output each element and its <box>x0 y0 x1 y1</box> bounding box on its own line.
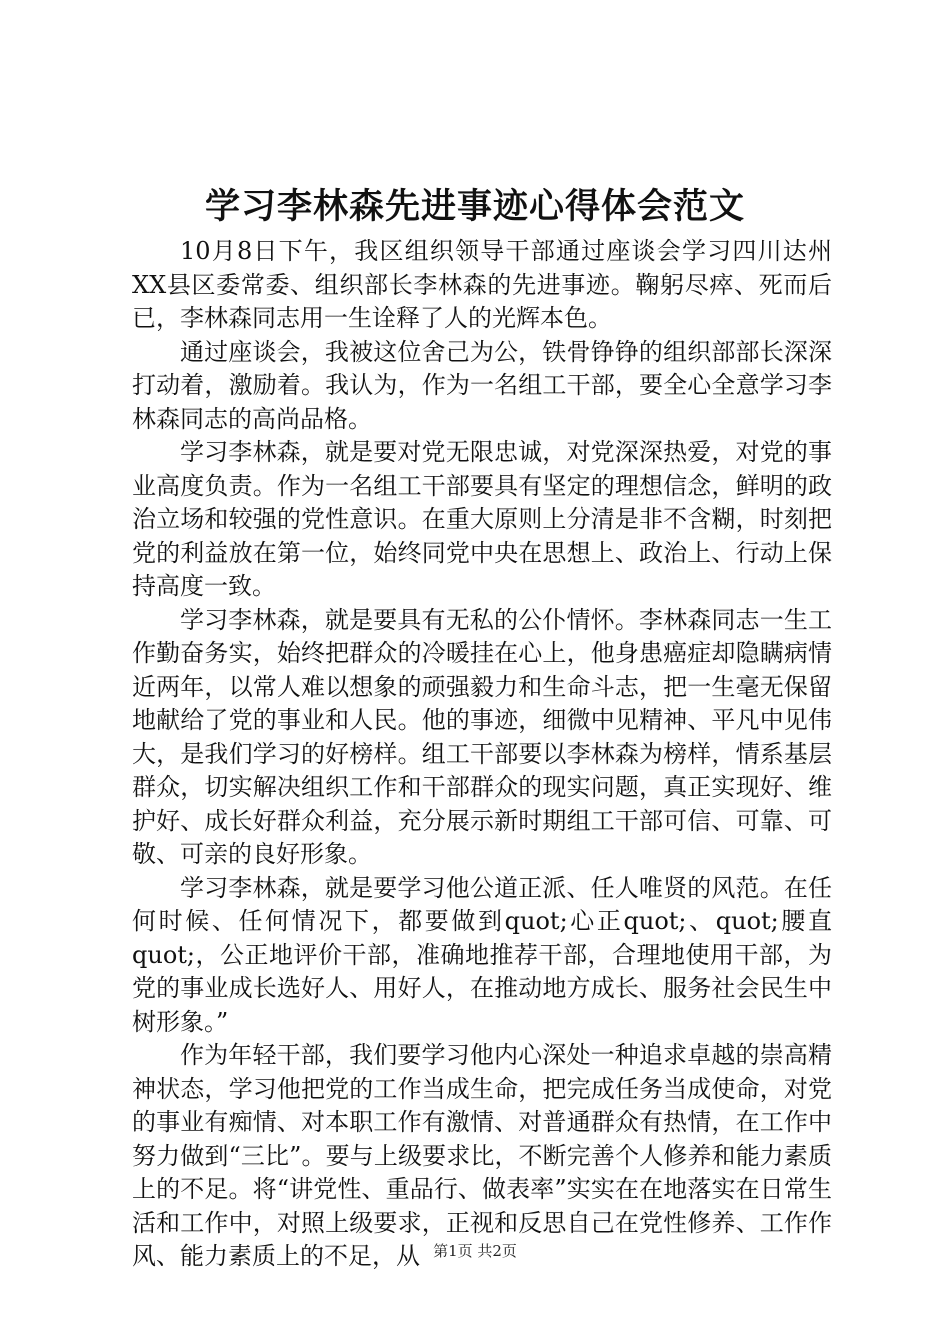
paragraph: 学习李林森，就是要学习他公道正派、任人唯贤的风范。在任何时候、任何情况下，都要做到quot;心正quot;、quot;腰直quot;，公正地评价干部，准确地推荐干部，合理地使用干部，为党的事业成长选好人、用好人，在推动地方成长、服务社会民生中树形象。” <box>132 873 832 1036</box>
page-title: 学习李林森先进事迹心得体会范文 <box>204 187 745 227</box>
paragraph: 10月8日下午，我区组织领导干部通过座谈会学习四川达州XX县区委常委、组织部长李林森的先进事迹。鞠躬尽瘁、死而后已，李林森同志用一生诠释了人的光辉本色。 <box>132 237 832 332</box>
document-body <box>132 235 832 1274</box>
paragraph: 通过座谈会，我被这位舍己为公，铁骨铮铮的组织部部长深深打动着，激励着。我认为，作为一名组工干部，要全心全意学习李林森同志的高尚品格。 <box>132 337 832 433</box>
paragraph: 学习李林森，就是要对党无限忠诚，对党深深热爱，对党的事业高度负责。作为一名组工干部要具有坚定的理想信念，鲜明的政治立场和较强的党性意识。在重大原则上分清是非不含糊，时刻把党的利益放在第一位，始终同党中央在思想上、政治上、行动上保持高度一致。 <box>132 438 832 600</box>
paragraph: 作为年轻干部，我们要学习他内心深处一种追求卓越的崇高精神状态，学习他把党的工作当成生命，把完成任务当成使命，对党的事业有痴情、对本职工作有激情、对普通群众有热情，在工作中努力做到“三比”。要与上级要求比，不断完善个人修养和能力素质上的不足。将“讲党性、重品行、做表率”实实在在地落实在日常生活和工作中，对照上级要求，正视和反思自己在党性修养、工作作风、能力素质上的不足，从 <box>132 1041 832 1270</box>
paragraph: 学习李林森，就是要具有无私的公仆情怀。李林森同志一生工作勤奋务实，始终把群众的冷暖挂在心上，他身患癌症却隐瞒病情近两年，以常人难以想象的顽强毅力和生命斗志，把一生毫无保留地献给了党的事业和人民。他的事迹，细微中见精神、平凡中见伟大，是我们学习的好榜样。组工干部要以李林森为榜样，情系基层群众，切实解决组织工作和干部群众的现实问题，真正实现好、维护好、成长好群众利益，充分展示新时期组工干部可信、可靠、可敬、可亲的良好形象。 <box>132 605 832 868</box>
page-number-footer: 第1页 共2页 <box>433 1242 517 1260</box>
